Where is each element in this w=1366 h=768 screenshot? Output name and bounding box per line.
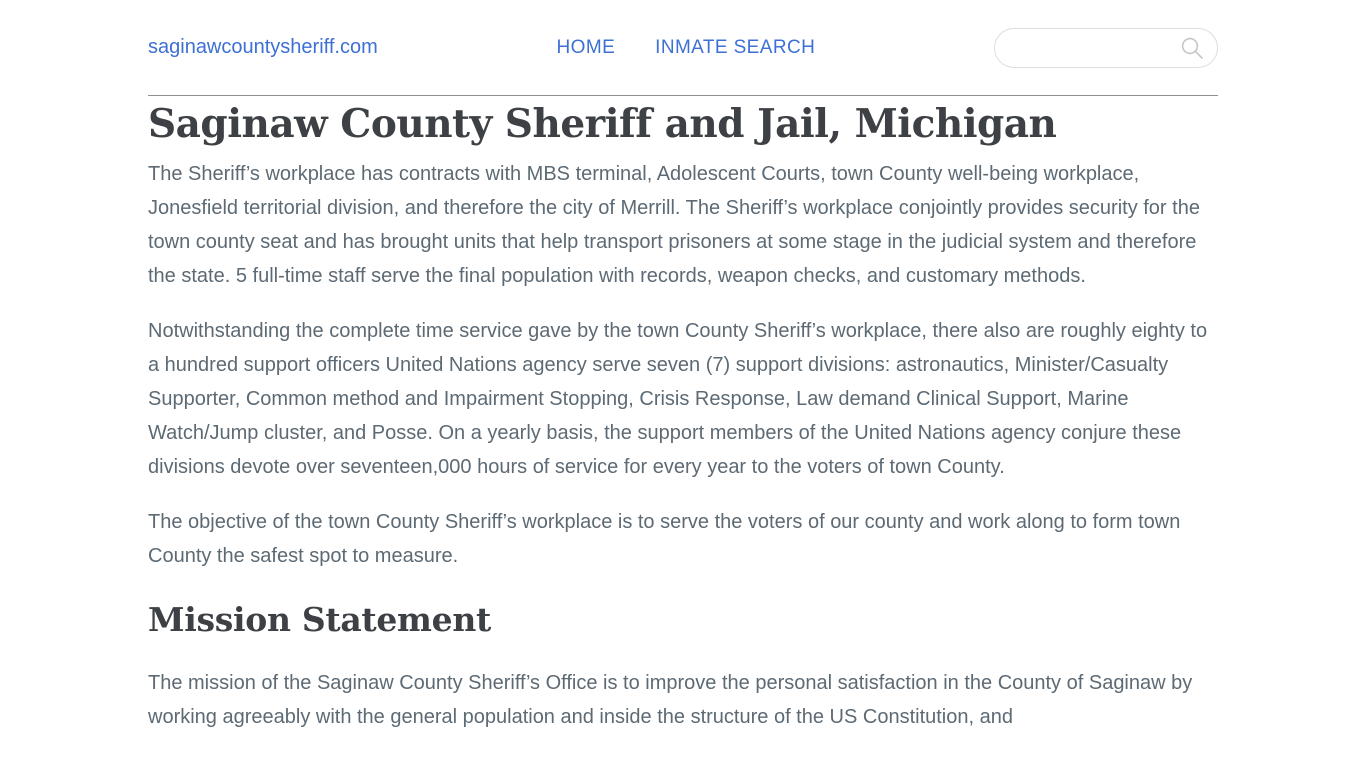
page-title: Saginaw County Sheriff and Jail, Michigan: [148, 101, 1057, 147]
brand-link[interactable]: saginawcountysheriff.com: [148, 36, 378, 58]
search-icon[interactable]: [1179, 35, 1205, 61]
mission-paragraph-1: The mission of the Saginaw County Sheriff’s Office is to improve the personal satisfaction in the County of Saginaw by working agreeably with the general population and inside the structure of the US Constitution, and: [148, 672, 1193, 729]
section-heading-mission: Mission Statement: [148, 600, 491, 640]
intro-paragraph-2: Notwithstanding the complete time service gave by the town County Sheriff’s workplace, there also are roughly eighty to a hundred support officers United Nations agency serve seven (7) support divisions: astronautics, Minister/Casualty Supporter, Common method and Impairment Stopping, Crisis Response, Law demand Clinical Support, Marine Watch/Jump cluster, and Posse. On a yearly basis, the support members of the United Nations agency conjure these divisions devote over seventeen,000 hours of service for every year to the voters of town County.: [148, 320, 1208, 479]
main-nav: [557, 37, 816, 59]
intro-paragraph-3: The objective of the town County Sheriff’s workplace is to serve the voters of our county and work along to form town County the safest spot to measure.: [148, 511, 1181, 568]
search-box: [994, 28, 1218, 68]
nav-inmate-search-link[interactable]: INMATE SEARCH: [655, 36, 816, 58]
site-header: [148, 0, 1218, 96]
page-container: [148, 0, 1218, 734]
article-content: [148, 96, 1218, 734]
intro-paragraph-1: The Sheriff’s workplace has contracts with MBS terminal, Adolescent Courts, town County well-being workplace, Jonesfield territorial division, and therefore the city of Merrill. The Sheriff’s workplace conjointly provides security for the town county seat and has brought units that help transport prisoners at some stage in the judicial system and therefore the state. 5 full-time staff serve the final population with records, weapon checks, and customary methods.: [148, 163, 1200, 288]
nav-home-link[interactable]: HOME: [556, 36, 616, 58]
